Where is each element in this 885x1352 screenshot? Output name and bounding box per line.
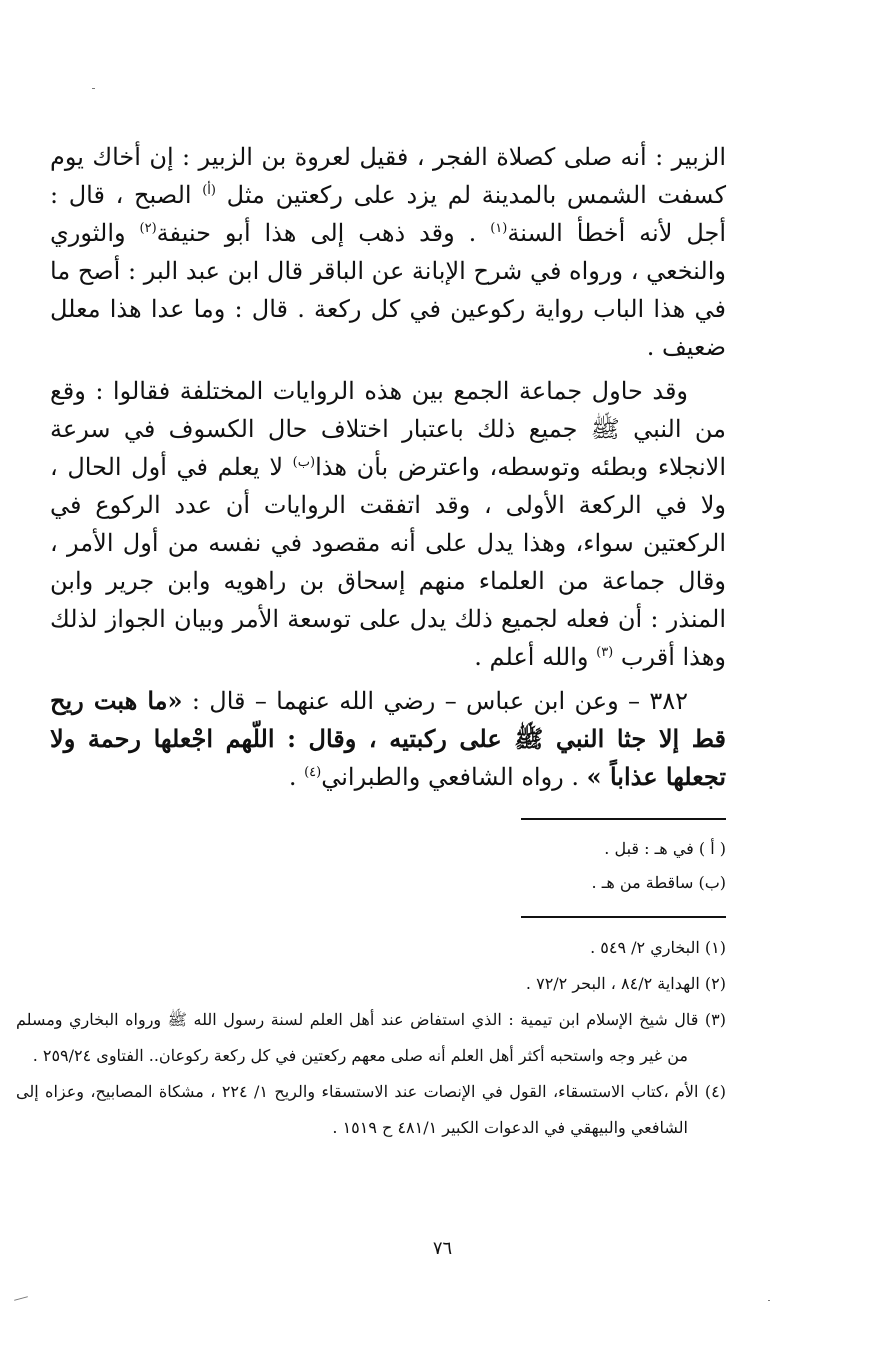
hadith-text: «ما هبت ريح قط إلا جثا النبي ﷺ على ركبتيه ، وقال : اللّهم اجْعلها رحمة ولا تجعلها عذاباً » — [50, 686, 726, 791]
scan-speck — [14, 1296, 28, 1301]
footnote-ref-b[interactable]: (ب) — [292, 455, 316, 470]
footnote-ref-4[interactable]: (٤) — [304, 765, 322, 780]
paragraph-2: وقد حاول جماعة الجمع بين هذه الروايات المختلفة فقالوا : وقع من النبي ﷺ جميع ذلك باعتبار اختلاف حال الكسوف في سرعة الانجلاء وبطئه وتوسطه، واعترض بأن هذا$^{(ب)}$ لا يعلم في أول الحال ، ولا في الركعة الأولى ، وقد اتفقت الروايات أن عدد الركوع في الركعتين سواء، وهذا يدل على أنه مقصود في نفسه من أول الأمر ، وقال جماعة من العلماء منهم إسحاق بن راهويه وابن جرير وابن المنذر : أن فعله لجميع ذلك يدل على توسعة الأمر وبيان الجواز لذلك وهذا أقرب $^{(٣)}$ والله أعلم . — [50, 377, 727, 671]
paragraph-1: الزبير : أنه صلى كصلاة الفجر ، فقيل لعروة بن الزبير : إن أخاك يوم كسفت الشمس بالمدينة لم يزد على ركعتين مثل $^{(أ)}$ الصبح ، قال : أجل لأنه أخطأ السنة$^{(١)}$ . وقد ذهب إلى هذا أبو حنيفة$^{(٢)}$ والثوري والنخعي ، ورواه في شرح الإبانة عن الباقر قال ابن عبد البر : أصح ما في هذا الباب رواية ركوعين في كل ركعة . قال : وما عدا هذا معلل ضعيف . — [50, 143, 726, 361]
footnote-divider-letters — [521, 818, 726, 820]
footnote-b: (ب) ساقطة من هـ . — [591, 873, 726, 892]
scan-speck — [92, 88, 95, 89]
footnote-divider-numbers — [521, 916, 726, 918]
hadith-paragraph: ٣٨٢ – وعن ابن عباس – رضي الله عنهما – قال : «ما هبت ريح قط إلا جثا النبي ﷺ على ركبتيه ، وقال : اللّهم اجْعلها رحمة ولا تجعلها عذاباً » . رواه الشافعي والطبراني$^{(٤)}$ . — [50, 686, 726, 791]
footnote-1: (١) البخاري ٢/ ٥٤٩ . — [590, 938, 726, 957]
footnote-4: (٤) الأم ،كتاب الاستسقاء، القول في الإنصات عند الاستسقاء والريح ١/ ٢٢٤ ، مشكاة المصابيح، وعزاه إلى الشافعي والبيهقي في الدعوات الكبير ٤٨١/١ ح ١٥١٩ . — [16, 1082, 726, 1137]
scan-speck — [768, 1300, 770, 1301]
page-number: ٧٦ — [432, 1238, 453, 1259]
footnote-ref-2[interactable]: (٢) — [139, 221, 157, 236]
footnote-ref-3[interactable]: (٣) — [596, 645, 614, 660]
hadith-number: ٣٨٢ — [649, 687, 689, 715]
footnotes-letters — [50, 832, 726, 900]
footnote-3: (٣) قال شيخ الإسلام ابن تيمية : الذي استفاض عند أهل العلم لسنة رسول الله ﷺ ورواه البخاري ومسلم من غير وجه واستحبه أكثر أهل العلم أنه صلى معهم ركعتين في كل ركعة ركوعان.. الفتاوى ٢٥٩/٢٤ . — [16, 1010, 726, 1065]
footnote-2: (٢) الهداية ٨٤/٢ ، البحر ٧٢/٢ . — [525, 974, 726, 993]
page-body — [16, 138, 727, 1146]
footnote-a: ( أ ) في هـ : قبل . — [604, 839, 726, 858]
footnote-ref-a[interactable]: (أ) — [202, 183, 216, 198]
footnote-ref-1[interactable]: (١) — [490, 221, 508, 236]
footnotes-numbers — [16, 930, 726, 1146]
